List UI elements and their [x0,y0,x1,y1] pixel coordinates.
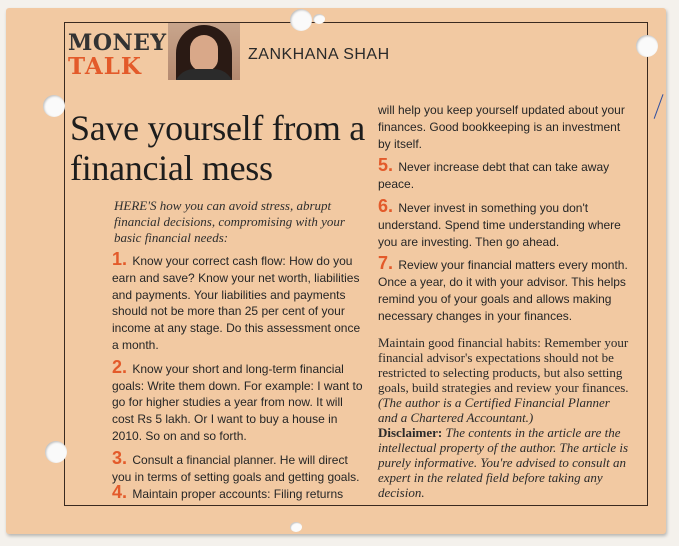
disclaimer-label: Disclaimer: [378,424,443,440]
tip-text: Consult a financial planner. He will direct you in terms of setting goals and getting goals. [112,452,360,484]
tip-text: Know your correct cash flow: How do you earn and save? Know your net worth, liabilities and payments. Your liabilities and payments should not be more than 25 per cent of your income at any stage. Do this assessment once a month. [112,254,361,352]
article-headline: Save yourself from a financial mess [70,108,365,188]
disclaimer-text: The contents in the article are the intellectual property of the author. The article is purely informative. You're advised to consult an expert in the related field before taking any decision. [378,424,629,500]
tip-number: 3. [112,447,128,468]
tip-6 [378,195,632,250]
punch-hole [45,441,67,463]
punch-hole [290,9,312,31]
tip-7 [378,253,632,324]
tip-text: Know your short and long-term financial goals: Write them down. For example: I want to go for higher studies a year from now. It will cost Rs 5 lakh. Or I want to buy a house in 2010. So on and so forth. [112,361,363,443]
tip-number: 2. [112,356,128,377]
author-photo [168,23,240,80]
author-note: (The author is a Certified Financial Planner and a Chartered Accountant.) [378,394,610,425]
tip-1 [112,249,366,354]
tip-5 [378,155,632,193]
punch-hole [43,95,65,117]
right-column [378,102,632,500]
tip-text: Review your financial matters every month. Once a year, do it with your advisor. This helps remind you of your goals and allows making necessary changes in your finances. [378,258,628,323]
disclaimer [378,425,632,500]
tip-4-continued: will help you keep yourself updated about your finances. Good bookkeeping is an investment by itself. [378,103,625,151]
closing-paragraph: Maintain good financial habits: Remember your financial advisor's expectations should not be restricted to selecting products, but also setting goals, build strategies and review your finances. [378,334,629,395]
tip-text: Never invest in something you don't understand. Spend time understanding where you are investing. Then go ahead. [378,200,621,249]
left-column [112,249,366,503]
punch-hole [636,35,658,57]
tip-number: 5. [378,155,394,176]
article-intro: HERE'S how you can avoid stress, abrupt financial decisions, compromising with your basic financial needs: [114,198,345,245]
tip-3 [112,447,366,486]
tip-text: Maintain proper accounts: Filing returns [132,487,344,502]
tip-4 [112,482,366,503]
author-name: ZANKHANA SHAH [248,46,390,63]
tip-number: 1. [112,249,128,269]
tip-2 [112,356,366,445]
pin-mark [313,14,325,24]
tip-number: 7. [378,253,394,274]
tip-number: 6. [378,195,394,216]
logo-money: MONEY [68,30,167,56]
pin-mark [290,522,302,532]
logo-talk: TALK [68,53,142,80]
column-logo [68,30,167,80]
tip-text: Never increase debt that can take away peace. [378,160,610,192]
tip-number: 4. [112,482,128,503]
